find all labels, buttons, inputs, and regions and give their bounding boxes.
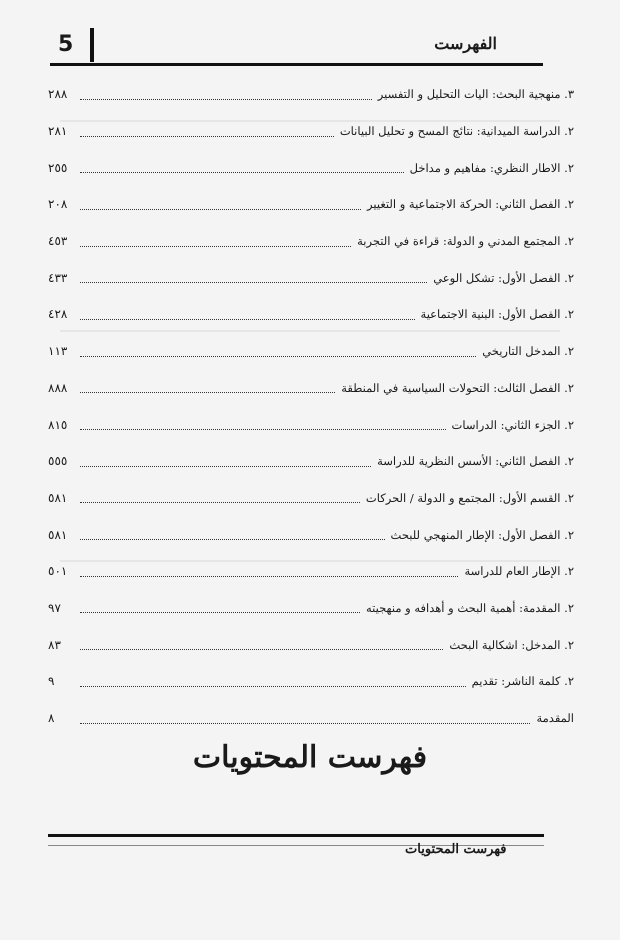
toc-entry-page: ٢٠٨ — [48, 197, 68, 212]
toc-entry-page: ٥٠١ — [48, 564, 68, 579]
toc-leader-dots — [80, 529, 385, 540]
running-title: الفهرست — [434, 34, 497, 53]
toc-leader-dots — [80, 272, 427, 283]
toc-entry — [48, 259, 574, 296]
toc-entry-title: ٣. منهجیة البحث: اليات التحلیل و التفسیر — [377, 87, 574, 102]
toc-entry-page: ٥٨١ — [48, 490, 68, 505]
toc-entry — [48, 223, 574, 260]
toc-entry — [48, 76, 574, 113]
toc-entry-page: ٥٨١ — [48, 527, 68, 542]
toc-leader-dots — [80, 639, 443, 650]
toc-entry — [48, 333, 574, 370]
toc-entry-title: ٢. القسم الأول: المجتمع و الدولة / الحركات — [365, 490, 574, 505]
toc-leader-dots — [80, 676, 466, 687]
header-rule — [50, 63, 543, 66]
toc-entry-title: ٢. الفصل الثاني: الأسس النظرية للدراسة — [377, 454, 574, 469]
toc-leader-dots — [80, 199, 361, 210]
toc-entry-page: ٤٣٣ — [48, 270, 68, 285]
table-of-contents — [48, 76, 574, 736]
toc-entry — [48, 480, 574, 517]
toc-entry — [48, 553, 574, 590]
toc-leader-dots — [80, 602, 360, 613]
toc-leader-dots — [80, 126, 334, 137]
toc-entry — [48, 590, 574, 627]
toc-entry-page: ٩٧ — [48, 600, 61, 615]
toc-entry-title: ٢. الفصل الأول: تشكل الوعي — [433, 270, 574, 285]
toc-entry-page: ٢٥٥ — [48, 160, 68, 175]
toc-entry — [48, 626, 574, 663]
toc-entry-page: ٨ — [48, 711, 55, 726]
toc-leader-dots — [80, 236, 351, 247]
footer-rule — [48, 834, 544, 837]
toc-entry — [48, 149, 574, 186]
toc-entry-title: ٢. الإطار العام للدراسة — [464, 564, 574, 579]
toc-entry-page: ٢٨٨ — [48, 87, 68, 102]
page-header — [50, 24, 543, 66]
toc-entry-title: ٢. المجتمع المدني و الدولة: قراءة في التجربة — [357, 234, 574, 249]
toc-entry — [48, 370, 574, 407]
toc-leader-dots — [80, 566, 458, 577]
header-separator — [90, 28, 94, 62]
toc-entry — [48, 516, 574, 553]
toc-entry-page: ٥٥٥ — [48, 454, 68, 469]
toc-leader-dots — [80, 309, 415, 320]
toc-entry-title: المقدمة — [536, 711, 574, 726]
toc-entry-title: ٢. المدخل التاريخي — [482, 344, 574, 359]
toc-entry-page: ٨١٥ — [48, 417, 68, 432]
toc-leader-dots — [80, 456, 371, 467]
toc-entry-page: ٨٨٨ — [48, 380, 68, 395]
toc-leader-dots — [80, 346, 476, 357]
toc-entry-title: ٢. الفصل الثالث: التحولات السياسية في المنطقة — [341, 380, 574, 395]
toc-entry-page: ٤٥٣ — [48, 234, 68, 249]
toc-leader-dots — [80, 89, 372, 100]
toc-entry-title: ٢. المدخل: اشكالية البحث — [449, 637, 574, 652]
toc-entry-page: ١١٣ — [48, 344, 68, 359]
toc-entry-title: ٢. الفصل الأول: الإطار المنهجي للبحث — [390, 527, 574, 542]
toc-entry-title: ٢. الاطار النظري: مفاهیم و مداخل — [409, 160, 574, 175]
toc-entry — [48, 186, 574, 223]
page-number: 5 — [58, 32, 74, 57]
toc-entry — [48, 663, 574, 700]
toc-entry-title: ٢. الفصل الأول: البنية الاجتماعية — [420, 307, 574, 322]
toc-entry — [48, 443, 574, 480]
toc-entry — [48, 296, 574, 333]
toc-leader-dots — [80, 713, 530, 724]
toc-entry — [48, 406, 574, 443]
toc-entry-page: ٨٣ — [48, 637, 61, 652]
toc-leader-dots — [80, 419, 446, 430]
toc-leader-dots — [80, 492, 360, 503]
toc-entry-page: ٤٢٨ — [48, 307, 68, 322]
toc-entry-title: ٢. المقدمة: أهمية البحث و أهدافه و منهجيته — [366, 600, 574, 615]
footer-title: فهرست المحتويات — [405, 842, 507, 857]
toc-entry — [48, 700, 574, 737]
contents-heading: فهرست المحتويات — [192, 740, 428, 775]
toc-leader-dots — [80, 382, 335, 393]
toc-entry-title: ٢. الفصل الثاني: الحركة الاجتماعية و التغیير — [367, 197, 574, 212]
toc-entry — [48, 113, 574, 150]
toc-entry-title: ٢. الدراسة الميدانية: نتائج المسح و تحلیل البيانات — [339, 124, 574, 139]
toc-entry-page: ٢٨١ — [48, 124, 68, 139]
toc-entry-title: ٢. الجزء الثاني: الدراسات — [451, 417, 574, 432]
toc-leader-dots — [80, 162, 404, 173]
toc-entry-title: ٢. كلمة الناشر: تقديم — [471, 674, 574, 689]
toc-entry-page: ٩ — [48, 674, 55, 689]
